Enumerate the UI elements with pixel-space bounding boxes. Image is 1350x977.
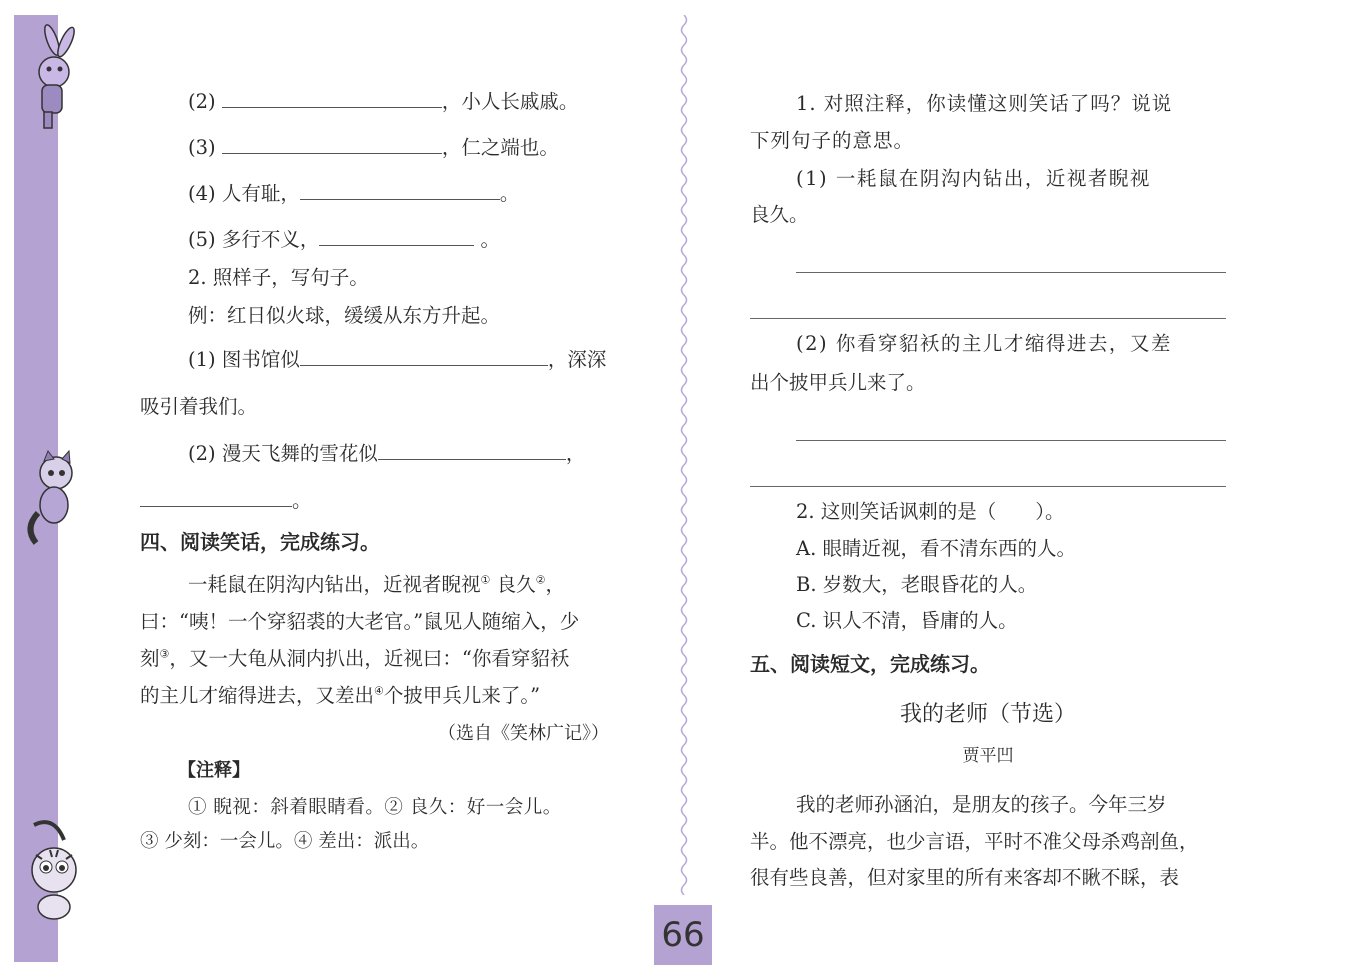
r-sentence-1-line-2: 良久。	[750, 203, 809, 226]
essay-title: 我的老师（节选）	[899, 702, 1076, 727]
question-2-item-1-cont: 吸引着我们。	[140, 395, 258, 418]
option-b[interactable]: B. 岁数大，老眼昏花的人。	[796, 573, 1038, 596]
passage-text: 的主儿才缩得进去，又差出	[140, 684, 375, 707]
item-text: 多行不义，	[221, 228, 320, 251]
page-number: 66	[654, 905, 712, 965]
answer-line[interactable]	[796, 272, 1226, 273]
item-text: ，小人长戚戚。	[441, 90, 579, 113]
footnote-marker: ③	[159, 647, 170, 661]
answer-blank[interactable]	[300, 181, 500, 200]
option-c[interactable]: C. 识人不清，昏庸的人。	[796, 609, 1018, 632]
tiger-mascot-icon	[14, 815, 84, 925]
rabbit-mascot-icon	[14, 22, 84, 132]
question-2-item-1	[188, 346, 606, 374]
item-number: (5)	[188, 228, 216, 251]
essay-author: 贾平凹	[962, 746, 1014, 766]
passage-text: ，又一大龟从洞内扒出，近视曰：“你看穿貂袄	[169, 647, 570, 670]
notes-title: 【注释】	[178, 760, 250, 781]
passage-text: 良久	[496, 573, 536, 596]
item-number: (3)	[188, 136, 216, 159]
item-text: (2) 漫天飞舞的雪花似	[188, 442, 378, 465]
passage-line-1	[188, 571, 565, 599]
item-text: ，深深	[547, 348, 607, 371]
answer-line[interactable]	[750, 486, 1226, 487]
answer-blank[interactable]	[378, 441, 566, 460]
fill-item-3	[188, 134, 559, 162]
question-2-item-2	[188, 440, 585, 468]
notes-line-1: ① 睨视：斜着眼睛看。② 良久：好一会儿。	[188, 797, 562, 818]
footnote-marker: ①	[480, 573, 491, 587]
fill-item-4	[188, 180, 519, 208]
footnote-marker: ④	[374, 684, 384, 698]
r-sentence-1-line-1: (1) 一耗鼠在阴沟内钻出，近视者睨视	[796, 167, 1151, 190]
passage-text: 一耗鼠在阴沟内钻出，近视者睨视	[188, 573, 481, 596]
item-text: ，仁之端也。	[441, 136, 559, 159]
answer-line[interactable]	[796, 440, 1226, 441]
section-5-title: 五、阅读短文，完成练习。	[750, 652, 990, 676]
raccoon-mascot-icon	[14, 443, 84, 553]
item-text: 。	[292, 489, 312, 512]
passage-line-3	[140, 645, 569, 673]
answer-blank[interactable]	[140, 488, 292, 507]
page-divider	[677, 15, 691, 895]
essay-line-1: 我的老师孙涵泊，是朋友的孩子。今年三岁	[796, 793, 1167, 816]
r-sentence-2-line-1: (2) 你看穿貂袄的主儿才缩得进去，又差	[796, 332, 1172, 355]
question-2-example: 例：红日似火球，缓缓从东方升起。	[188, 304, 501, 327]
item-text: ，	[565, 442, 586, 465]
fill-item-2	[188, 88, 578, 116]
answer-blank[interactable]	[222, 135, 442, 154]
passage-line-2: 曰：“咦！一个穿貂裘的大老官。”鼠见人随缩入，少	[140, 610, 580, 633]
passage-text: 个披甲兵儿来了。”	[383, 684, 541, 707]
item-text: 。	[499, 182, 520, 205]
footnote-marker: ②	[535, 573, 546, 587]
question-2-item-2-cont	[140, 487, 312, 515]
r-question-1-line-1: 1. 对照注释，你读懂这则笑话了吗？说说	[796, 92, 1173, 115]
item-number: (4)	[188, 182, 216, 205]
r-question-2: 2. 这则笑话讽刺的是（ ）。	[796, 500, 1065, 523]
answer-line[interactable]	[750, 318, 1226, 319]
item-text: (1) 图书馆似	[188, 348, 300, 371]
item-text: 。	[480, 228, 501, 251]
r-sentence-2-line-2: 出个披甲兵儿来了。	[750, 371, 926, 394]
notes-line-2: ③ 少刻：一会儿。④ 差出：派出。	[140, 831, 430, 852]
fill-item-5	[188, 226, 500, 254]
answer-blank[interactable]	[300, 347, 548, 366]
passage-text: ，	[545, 573, 565, 596]
passage-text: 刻	[140, 647, 160, 670]
question-2-title: 2. 照样子，写句子。	[188, 266, 369, 289]
item-number: (2)	[188, 90, 216, 113]
option-a[interactable]: A. 眼睛近视，看不清东西的人。	[796, 537, 1076, 560]
item-text: 人有耻，	[221, 182, 300, 205]
answer-blank[interactable]	[319, 227, 474, 246]
passage-line-4	[140, 682, 540, 710]
essay-line-2: 半。他不漂亮，也少言语，平时不准父母杀鸡剖鱼，	[750, 830, 1199, 853]
essay-line-3: 很有些良善，但对家里的所有来客却不瞅不睬，表	[750, 866, 1180, 889]
answer-blank[interactable]	[222, 89, 442, 108]
r-question-1-line-2: 下列句子的意思。	[750, 129, 915, 152]
section-4-title: 四、阅读笑话，完成练习。	[140, 530, 380, 554]
passage-source: （选自《笑林广记》）	[438, 723, 609, 744]
